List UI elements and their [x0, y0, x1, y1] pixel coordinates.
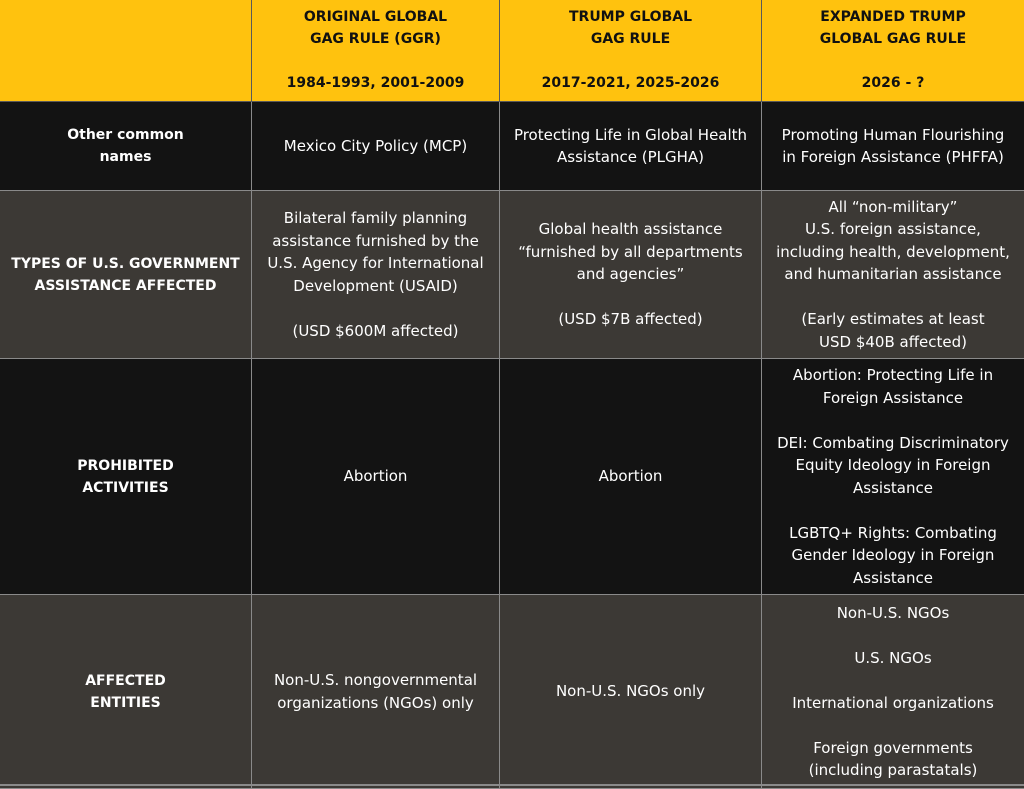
cell-text: U.S. NGOs — [854, 648, 932, 667]
cell-text: Equity Ideology in Foreign — [795, 456, 991, 474]
header-title-line: ORIGINAL GLOBAL — [303, 9, 448, 25]
header-original-ggr — [252, 0, 500, 102]
cell-text: Non-U.S. NGOs — [836, 603, 950, 622]
cell-text: Assistance (PLGHA) — [557, 148, 704, 166]
cell-text: Abortion — [343, 467, 408, 486]
row-label-text: ASSISTANCE AFFECTED — [34, 277, 217, 294]
cell-text: organizations (NGOs) only — [277, 693, 474, 712]
cell-text: Foreign Assistance — [822, 388, 964, 407]
cell-prohibited-trump — [500, 359, 762, 595]
funding-note: (USD $600M affected) — [292, 321, 459, 340]
cell-text: U.S. Agency for International — [267, 254, 484, 272]
header-trump-ggr — [500, 0, 762, 102]
cell-assistance-trump — [500, 191, 762, 359]
cell-text: Protecting Life in Global Health — [513, 125, 748, 144]
row-label-text: names — [99, 149, 152, 165]
row-label-text: PROHIBITED — [77, 457, 174, 474]
row-label-assistance — [0, 191, 252, 359]
cell-text: International organizations — [792, 693, 994, 712]
cell-text: assistance furnished by the — [272, 231, 479, 250]
cell-text: U.S. foreign assistance, — [805, 220, 981, 239]
cell-text: Global health assistance — [538, 220, 723, 239]
cell-entities-original — [252, 595, 500, 789]
header-years: 2017-2021, 2025-2026 — [541, 75, 720, 91]
cell-text: Mexico City Policy (MCP) — [283, 136, 468, 155]
row-label-text: ENTITIES — [90, 694, 161, 711]
row-label-entities — [0, 595, 252, 789]
header-title-line: GLOBAL GAG RULE — [819, 31, 967, 47]
row-label-prohibited — [0, 359, 252, 595]
cell-names-expanded — [762, 102, 1024, 191]
row-label-text: Other common — [67, 127, 184, 143]
cell-text: All “non-military” — [828, 197, 958, 216]
cell-text: including health, development, — [776, 242, 1010, 261]
cell-text: Assistance — [853, 478, 933, 497]
cell-text: Promoting Human Flourishing — [781, 125, 1005, 144]
header-years: 1984-1993, 2001-2009 — [286, 75, 465, 91]
cell-text: Bilateral family planning — [283, 209, 468, 227]
cell-text: LGBTQ+ Rights: Combating — [789, 523, 997, 542]
cell-assistance-expanded — [762, 191, 1024, 359]
cell-prohibited-original — [252, 359, 500, 595]
header-title-line: EXPANDED TRUMP — [820, 9, 966, 25]
header-title-line: GAG RULE — [590, 31, 671, 47]
cell-text: Gender Ideology in Foreign — [791, 546, 995, 564]
cell-text: (including parastatals) — [808, 761, 978, 779]
header-expanded-trump-ggr — [762, 0, 1024, 102]
table-bottom-rule — [0, 784, 1024, 786]
row-label-text: TYPES OF U.S. GOVERNMENT — [11, 255, 240, 272]
cell-entities-expanded — [762, 595, 1024, 789]
cell-text: and humanitarian assistance — [784, 265, 1002, 284]
header-years: 2026 - ? — [861, 75, 925, 91]
cell-text: Abortion — [598, 467, 663, 486]
cell-text: Foreign governments — [813, 738, 973, 757]
funding-note: (Early estimates at least — [801, 310, 985, 329]
cell-text: “furnished by all departments — [518, 242, 743, 261]
funding-note: USD $40B affected) — [819, 332, 967, 351]
cell-assistance-original — [252, 191, 500, 359]
cell-text: DEI: Combating Discriminatory — [777, 433, 1009, 452]
header-title-line: GAG RULE (GGR) — [310, 31, 441, 47]
row-label-text: AFFECTED — [85, 672, 166, 689]
cell-prohibited-expanded — [762, 359, 1024, 595]
cell-text: Development (USAID) — [293, 276, 458, 295]
cell-text: and agencies” — [576, 265, 685, 284]
cell-text: Abortion: Protecting Life in — [792, 366, 994, 384]
header-corner — [0, 0, 252, 102]
cell-names-original — [252, 102, 500, 191]
cell-text: Non-U.S. NGOs only — [555, 682, 706, 701]
header-title-line: TRUMP GLOBAL — [568, 9, 692, 25]
row-label-text: ACTIVITIES — [82, 479, 169, 496]
funding-note: (USD $7B affected) — [558, 310, 703, 329]
cell-entities-trump — [500, 595, 762, 789]
cell-text: in Foreign Assistance (PHFFA) — [782, 148, 1004, 166]
cell-names-trump — [500, 102, 762, 191]
row-label-other-names — [0, 102, 252, 191]
cell-text: Non-U.S. nongovernmental — [273, 671, 478, 689]
cell-text: Assistance — [853, 568, 933, 587]
